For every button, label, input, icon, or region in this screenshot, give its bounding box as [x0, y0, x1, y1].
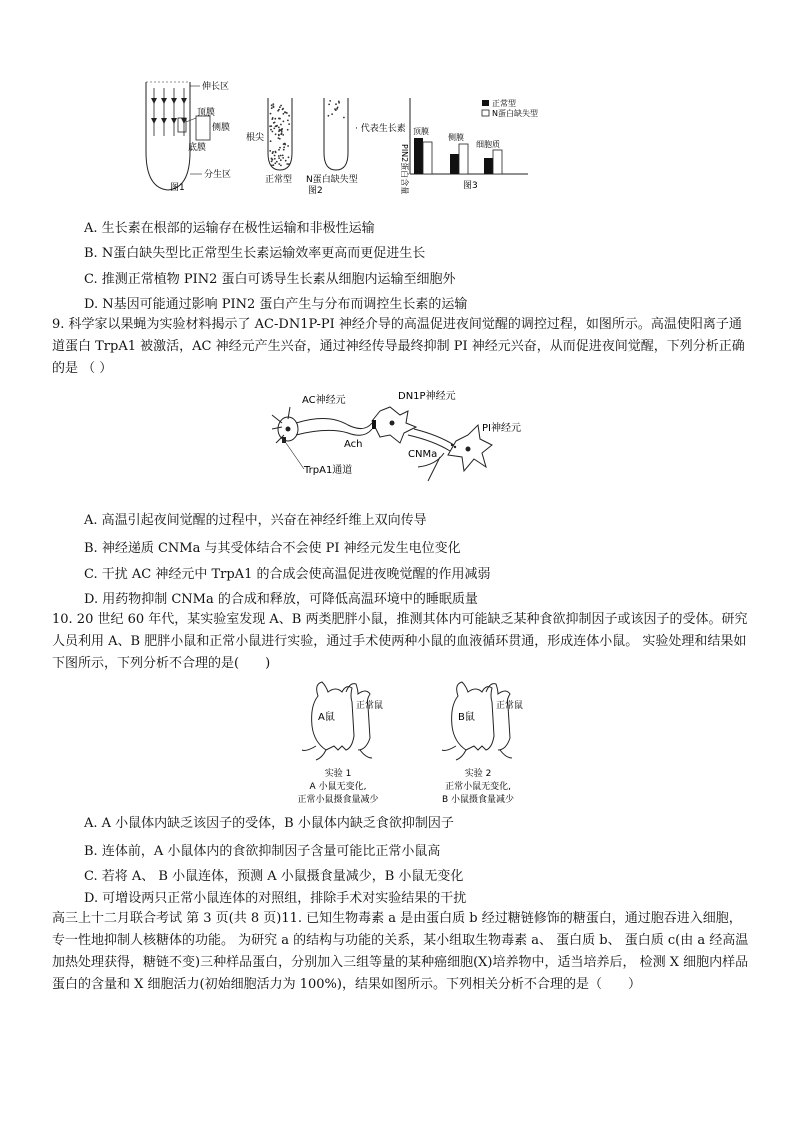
fig2-label-root-tip: 根尖	[246, 133, 265, 143]
auxin-dot	[280, 129, 282, 131]
auxin-dot	[272, 117, 274, 119]
q10-mice-figure	[296, 676, 536, 812]
fig3-ylabel: PIN2蛋白含量	[400, 144, 409, 195]
auxin-dot	[278, 155, 280, 157]
fig1-caption: 图1	[170, 183, 185, 193]
exp2-result-1: 正常小鼠无变化,	[445, 782, 511, 792]
auxin-dot	[271, 165, 273, 167]
q10-option-c[interactable]: C. 若将 A、 B 小鼠连体，预测 A 小鼠摄食量减少，B 小鼠无变化	[84, 869, 464, 884]
auxin-dot	[283, 121, 285, 123]
q9-stem: 9. 科学家以果蝇为实验材料揭示了 AC-DN1P-PI 神经介导的高温促进夜间觉醒的调控过程，如图所示。高温使阳离子通道蛋白 TrpA1 被激活，AC 神经元产生兴奋，通过神经传导最终抑制 PI 神经元兴奋，从而促进夜间觉醒，下列分析正确的是 （ ）	[52, 317, 745, 376]
auxin-dot	[273, 122, 275, 124]
fig2-label-mutant: N蛋白缺失型	[306, 175, 358, 185]
fig2-label-auxin: · 代表生长素	[355, 124, 406, 134]
auxin-dot	[282, 155, 284, 157]
auxin-dot	[281, 132, 283, 134]
auxin-dot	[338, 102, 340, 104]
fig2-tube-mutant	[324, 98, 348, 170]
auxin-dot	[274, 118, 276, 120]
auxin-dot	[278, 157, 280, 159]
fig3-bar-label-top: 顶膜	[413, 127, 429, 136]
auxin-dot	[331, 113, 333, 115]
label-ac-neuron: AC神经元	[302, 395, 346, 406]
q10-stem: 10. 20 世纪 60 年代，某实验室发现 A、B 两类肥胖小鼠，推测其体内可能缺乏某种食欲抑制因子或该因子的受体。研究人员利用 A、B 肥胖小鼠和正常小鼠进行实验，通过手术使两种小鼠的血液循环贯通，形成连体小鼠。 实验处理和结果如下图所示，下列分析不合理的是( )	[52, 612, 748, 671]
exp2-result-2: B 小鼠摄食量减少	[441, 795, 515, 805]
footer-and-q11-stem: 高三上十二月联合考试 第 3 页(共 8 页)11. 已知生物毒素 a 是由蛋白质 b 经过糖链修饰的糖蛋白，通过胞吞进入细胞，专一性地抑制人核糖体的功能。 为研究 a 的结构与功能的关系，某小组取生物毒素 a、 蛋白质 b、 蛋白质 c(由 a 经高温加热处理获得，糖链不变)三种样品蛋白，分别加入三组等量的某种癌细胞(X)培养物中，适当培养后， 检测 X 细胞内样品蛋白的含量和 X 细胞活力(初始细胞活力为 100%)，结果如图所示。下列相关分析不合理的是（ ）	[52, 911, 749, 992]
auxin-dot	[275, 133, 277, 135]
fig1-label-top-membrane: 顶膜	[197, 108, 216, 118]
auxin-dot	[270, 113, 272, 115]
q8-option-b[interactable]: B. N蛋白缺失型比正常型生长素运输效率更高而更促进生长	[84, 246, 426, 261]
auxin-dot	[278, 137, 280, 139]
auxin-dot	[282, 157, 284, 159]
exp1-title: 实验 1	[324, 769, 352, 779]
exp1-result-2: 正常小鼠摄食量减少	[297, 795, 379, 805]
exp2-mouse-b: B鼠	[458, 712, 475, 723]
auxin-dot	[270, 129, 272, 131]
label-trpa1: TrpA1通道	[304, 465, 353, 476]
q10-option-d[interactable]: D. 可增设两只正常小鼠连体的对照组，排除手术对实验结果的干扰	[84, 891, 467, 906]
auxin-dot	[328, 104, 330, 106]
fig1-label-elongation: 伸长区	[202, 82, 230, 92]
auxin-dot	[272, 159, 274, 161]
auxin-dot	[271, 104, 273, 106]
auxin-dot	[274, 158, 276, 160]
auxin-dot	[272, 131, 274, 133]
auxin-dot	[276, 161, 278, 163]
auxin-dot	[278, 163, 280, 165]
exp1-normal-mouse: 正常鼠	[356, 701, 384, 711]
auxin-dot	[283, 143, 285, 145]
label-ach: Ach	[344, 439, 363, 450]
auxin-dot	[288, 123, 290, 125]
auxin-dot	[278, 134, 280, 136]
auxin-dot	[273, 128, 275, 130]
auxin-dot	[278, 127, 280, 129]
bar-side-normal	[450, 154, 459, 174]
auxin-dot	[273, 105, 275, 107]
q8-option-d[interactable]: D. N基因可能通过影响 PIN2 蛋白产生与分布而调控生长素的运输	[84, 297, 468, 312]
bar-side-mutant	[459, 144, 468, 174]
auxin-dot	[283, 113, 285, 115]
auxin-dot	[271, 161, 273, 163]
auxin-dot	[328, 115, 330, 117]
fig3-bar-label-cyto: 细胞质	[476, 140, 500, 149]
auxin-dot	[269, 150, 271, 152]
bar-top-normal	[414, 138, 423, 174]
auxin-dot	[336, 108, 338, 110]
q9-option-d[interactable]: D. 用药物抑制 CNMa 的合成和释放，可降低高温环境中的睡眠质量	[84, 592, 478, 607]
fig2-label-normal: 正常型	[265, 175, 293, 185]
fig1-label-meristem: 分生区	[204, 170, 232, 180]
auxin-dot	[288, 163, 290, 165]
auxin-dot	[279, 147, 281, 149]
auxin-dot	[272, 103, 274, 105]
bar-top-mutant	[423, 142, 432, 174]
auxin-dot	[288, 115, 290, 117]
auxin-dot	[281, 128, 283, 130]
fig2-caption: 图2	[308, 186, 323, 196]
auxin-dot	[329, 100, 331, 102]
auxin-dot	[287, 129, 289, 131]
auxin-dot	[278, 149, 280, 151]
auxin-dot	[277, 110, 279, 112]
auxin-dot	[285, 112, 287, 114]
auxin-dot	[272, 152, 274, 154]
label-dn1p-neuron: DN1P神经元	[398, 391, 456, 402]
auxin-dot	[270, 140, 272, 142]
auxin-dot	[282, 134, 284, 136]
q9-neuron-figure	[268, 385, 538, 495]
auxin-dot	[273, 164, 275, 166]
auxin-dot	[280, 155, 282, 157]
fig1-label-side-membrane: 侧膜	[212, 123, 231, 133]
q9-option-a[interactable]: A. 高温引起夜间觉醒的过程中，兴奋在神经纤维上双向传导	[84, 513, 427, 528]
auxin-dot	[280, 105, 282, 107]
auxin-dot	[280, 159, 282, 161]
auxin-dot	[274, 162, 276, 164]
auxin-dot	[271, 107, 273, 109]
auxin-dot	[275, 125, 277, 127]
q10-option-b[interactable]: B. 连体前，A 小鼠体内的食欲抑制因子含量可能比正常小鼠高	[84, 844, 441, 859]
exp2-title: 实验 2	[464, 769, 492, 779]
auxin-dot	[279, 106, 281, 108]
auxin-dot	[283, 149, 285, 151]
q8-option-c[interactable]: C. 推测正常植物 PIN2 蛋白可诱导生长素从细胞内运输至细胞外	[84, 272, 456, 287]
auxin-dot	[282, 109, 284, 111]
auxin-dot	[286, 163, 288, 165]
label-pi-neuron: PI神经元	[482, 423, 521, 434]
fig3-caption: 图3	[463, 181, 478, 191]
exp1-conjoined-mice	[302, 682, 372, 760]
q10-option-a[interactable]: A. A 小鼠体内缺乏该因子的受体，B 小鼠体内缺乏食欲抑制因子	[84, 816, 454, 831]
auxin-dot	[343, 117, 345, 119]
auxin-dot	[334, 108, 336, 110]
q8-figure	[128, 78, 568, 198]
fig1-root-diagram	[146, 82, 210, 190]
auxin-dot	[274, 155, 276, 157]
q9-option-b[interactable]: B. 神经递质 CNMa 与其受体结合不会使 PI 神经元发生电位变化	[84, 541, 461, 556]
auxin-dot	[335, 103, 337, 105]
fig2-tube-normal	[268, 98, 292, 170]
bar-cyto-mutant	[493, 150, 502, 174]
auxin-dot	[279, 118, 281, 120]
auxin-dot	[287, 145, 289, 147]
auxin-dot	[285, 160, 287, 162]
label-cnma: CNMa	[408, 449, 438, 460]
exp1-result-1: A 小鼠无变化,	[309, 782, 367, 792]
q8-option-a[interactable]: A. 生长素在根部的运输存在极性运输和非极性运输	[84, 221, 375, 236]
fig3-legend-mutant: N蛋白缺失型	[492, 109, 538, 118]
q9-option-c[interactable]: C. 干扰 AC 神经元中 TrpA1 的合成会使高温促进夜晚觉醒的作用减弱	[84, 567, 491, 582]
auxin-dot	[287, 120, 289, 122]
auxin-dot	[270, 125, 272, 127]
exp2-normal-mouse: 正常鼠	[496, 701, 524, 711]
auxin-dot	[288, 156, 290, 158]
exp2-conjoined-mice	[442, 682, 512, 760]
auxin-dot	[275, 151, 277, 153]
fig3-legend-normal: 正常型	[492, 99, 516, 108]
bar-cyto-normal	[484, 158, 493, 174]
auxin-dot	[283, 146, 285, 148]
exp1-mouse-a: A鼠	[318, 712, 335, 723]
auxin-dot	[280, 165, 282, 167]
auxin-dot	[280, 124, 282, 126]
fig3-bar-label-side: 侧膜	[448, 133, 464, 142]
fig1-label-bottom-membrane: 底膜	[188, 143, 207, 153]
